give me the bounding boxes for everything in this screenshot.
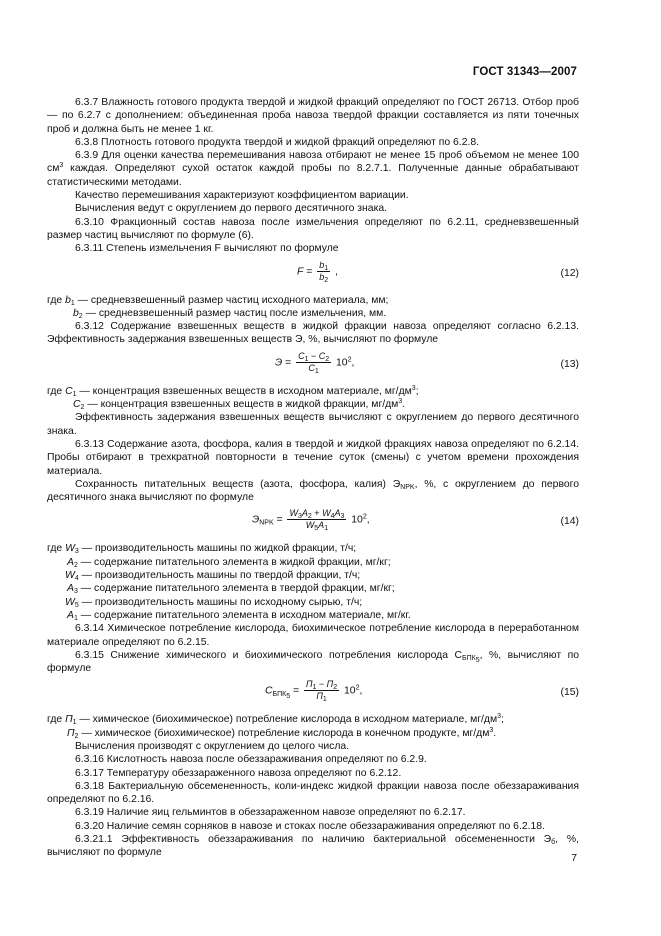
paragraph-6-3-21-1: 6.3.21.1 Эффективность обеззараживания по наличию бактериальной обсемененности $Э_б$, %, вычисляют по формуле	[47, 834, 579, 859]
where-c1: где $C_1$ — концентрация взвешенных веществ в исходном материале, $мг/дм^3$;	[47, 384, 419, 398]
page-number: 7	[571, 853, 577, 864]
equation-number: (12)	[560, 267, 579, 279]
equation-13: Э = $\frac{C_1 - C_2}{C_1}$ $10^2$, (13)	[275, 350, 579, 375]
equation-12: F = $\frac{b_1}{b_2}$ , (12)	[297, 259, 579, 284]
paragraph-6-3-12: 6.3.12 Содержание взвешенных веществ в жидкой фракции навоза определяют согласно 6.2.13. Эффективность задержания взвешенных веществ Э, %, вычисляют по формуле	[47, 321, 579, 346]
equation-number: (14)	[560, 516, 579, 528]
paragraph-6-3-7: 6.3.7 Влажность готового продукта твердой и жидкой фракций определяют по ГОСТ 26713. Отбор проб — по 6.2.7 с дополнением: объединенная проба навоза твердой фракции составляется из пяти точечных проб и должна быть не менее 1 кг.	[47, 97, 579, 135]
equation-15: $С_{БПК_5}$ = $\frac{П_1 - П_2}{П_1}$ $10^2$, (15)	[265, 679, 579, 704]
paragraph-efficiency-rounding: Эффективность задержания взвешенных веществ вычисляют с округлением до первого десятичного знака.	[47, 412, 579, 437]
equation-14: $Э_{NPK}$ = $\frac{W_3A_2 + W_4A_3}{W_5A_1}$ $10^2$, (14)	[252, 508, 579, 533]
paragraph-integer-rounding: Вычисления производят с округлением до целого числа.	[75, 740, 350, 752]
paragraph-rounding: Вычисления ведут с округлением до первого десятичного знака.	[75, 203, 388, 215]
paragraph-6-3-19: 6.3.19 Наличие яиц гельминтов в обеззараженном навозе определяют по 6.2.17.	[75, 807, 466, 819]
where-p2: $П_2$ — химическое (биохимическое) потребление кислорода в конечном продукте, $мг/дм^3$.	[67, 726, 497, 740]
equation-number: (13)	[560, 358, 579, 370]
where-w4: $W_4$ — производительность машины по твердой фракции, т/ч;	[65, 570, 361, 583]
paragraph-mixing-quality: Качество перемешивания характеризуют коэффициентом вариации.	[75, 190, 409, 202]
where-b2: $b_2$ — средневзвешенный размер частиц после измельчения, мм.	[73, 307, 387, 320]
paragraph-nutrients: Сохранность питательных веществ (азота, фосфора, калия) $Э_{NPK}$, %, с округлением до первого десятичного знака вычисляют по формуле	[47, 478, 579, 504]
where-a3: $A_3$ — содержание питательного элемента в твердой фракции, мг/кг;	[67, 583, 395, 596]
paragraph-6-3-9: 6.3.9 Для оценки качества перемешивания навоза отбирают не менее 15 проб объемом не менее 100 $см^3$ каждая. Определяют сухой остаток каждой пробы по 8.2.7.1. Полученные данные обрабатывают статистическими методами.	[47, 150, 579, 188]
where-b1: где $b_1$ — средневзвешенный размер частиц исходного материала, мм;	[47, 294, 389, 307]
paragraph-6-3-15: 6.3.15 Снижение химического и биохимического потребления кислорода $С_{БПК_5}$, %, вычисляют по формуле	[47, 649, 579, 675]
where-p1: где $П_1$ — химическое (биохимическое) потребление кислорода в исходном материале, $мг/дм^3$;	[47, 713, 504, 727]
paragraph-6-3-17: 6.3.17 Температуру обеззараженного навоза определяют по 6.2.12.	[75, 767, 402, 779]
paragraph-6-3-10: 6.3.10 Фракционный состав навоза после измельчения определяют по 6.2.11, средневзвешенный размер частиц вычисляют по формуле (6).	[47, 216, 579, 241]
where-a2: $A_2$ — содержание питательного элемента в жидкой фракции, мг/кг;	[67, 556, 391, 569]
document-body	[47, 96, 579, 860]
document-header: ГОСТ 31343—2007	[472, 66, 577, 78]
paragraph-6-3-8: 6.3.8 Плотность готового продукта твердой и жидкой фракций определяют по 6.2.8.	[75, 136, 480, 148]
paragraph-6-3-18: 6.3.18 Бактериальную обсемененность, коли-индекс жидкой фракции навоза после обеззараживания определяют по 6.2.16.	[47, 780, 579, 806]
where-c2: $C_2$ — концентрация взвешенных веществ в жидкой фракции, $мг/дм^3$.	[73, 398, 406, 412]
paragraph-6-3-20: 6.3.20 Наличие семян сорняков в навозе и стоках после обеззараживания определяют по 6.2.18.	[75, 820, 545, 832]
paragraph-6-3-13: 6.3.13 Содержание азота, фосфора, калия в твердой и жидкой фракциях навоза определяют по 6.2.14. Пробы отбирают в трехкратной повторности в течение суток (смены) с учетом времени прохождения материала.	[47, 438, 579, 477]
where-a1: $A_1$ — содержание питательного элемента в исходном материале, мг/кг.	[67, 609, 411, 622]
where-w5: $W_5$ — производительность машины по исходному сырью, т/ч;	[65, 596, 363, 609]
paragraph-6-3-16: 6.3.16 Кислотность навоза после обеззараживания определяют по 6.2.9.	[75, 754, 427, 766]
paragraph-6-3-11: 6.3.11 Степень измельчения F вычисляют по формуле	[75, 243, 339, 255]
where-w3: где $W_3$ — производительность машины по жидкой фракции, т/ч;	[47, 543, 357, 556]
paragraph-6-3-14: 6.3.14 Химическое потребление кислорода, биохимическое потребление кислорода в переработанном материале определяют по 6.2.15.	[47, 623, 579, 648]
equation-number: (15)	[560, 687, 579, 699]
